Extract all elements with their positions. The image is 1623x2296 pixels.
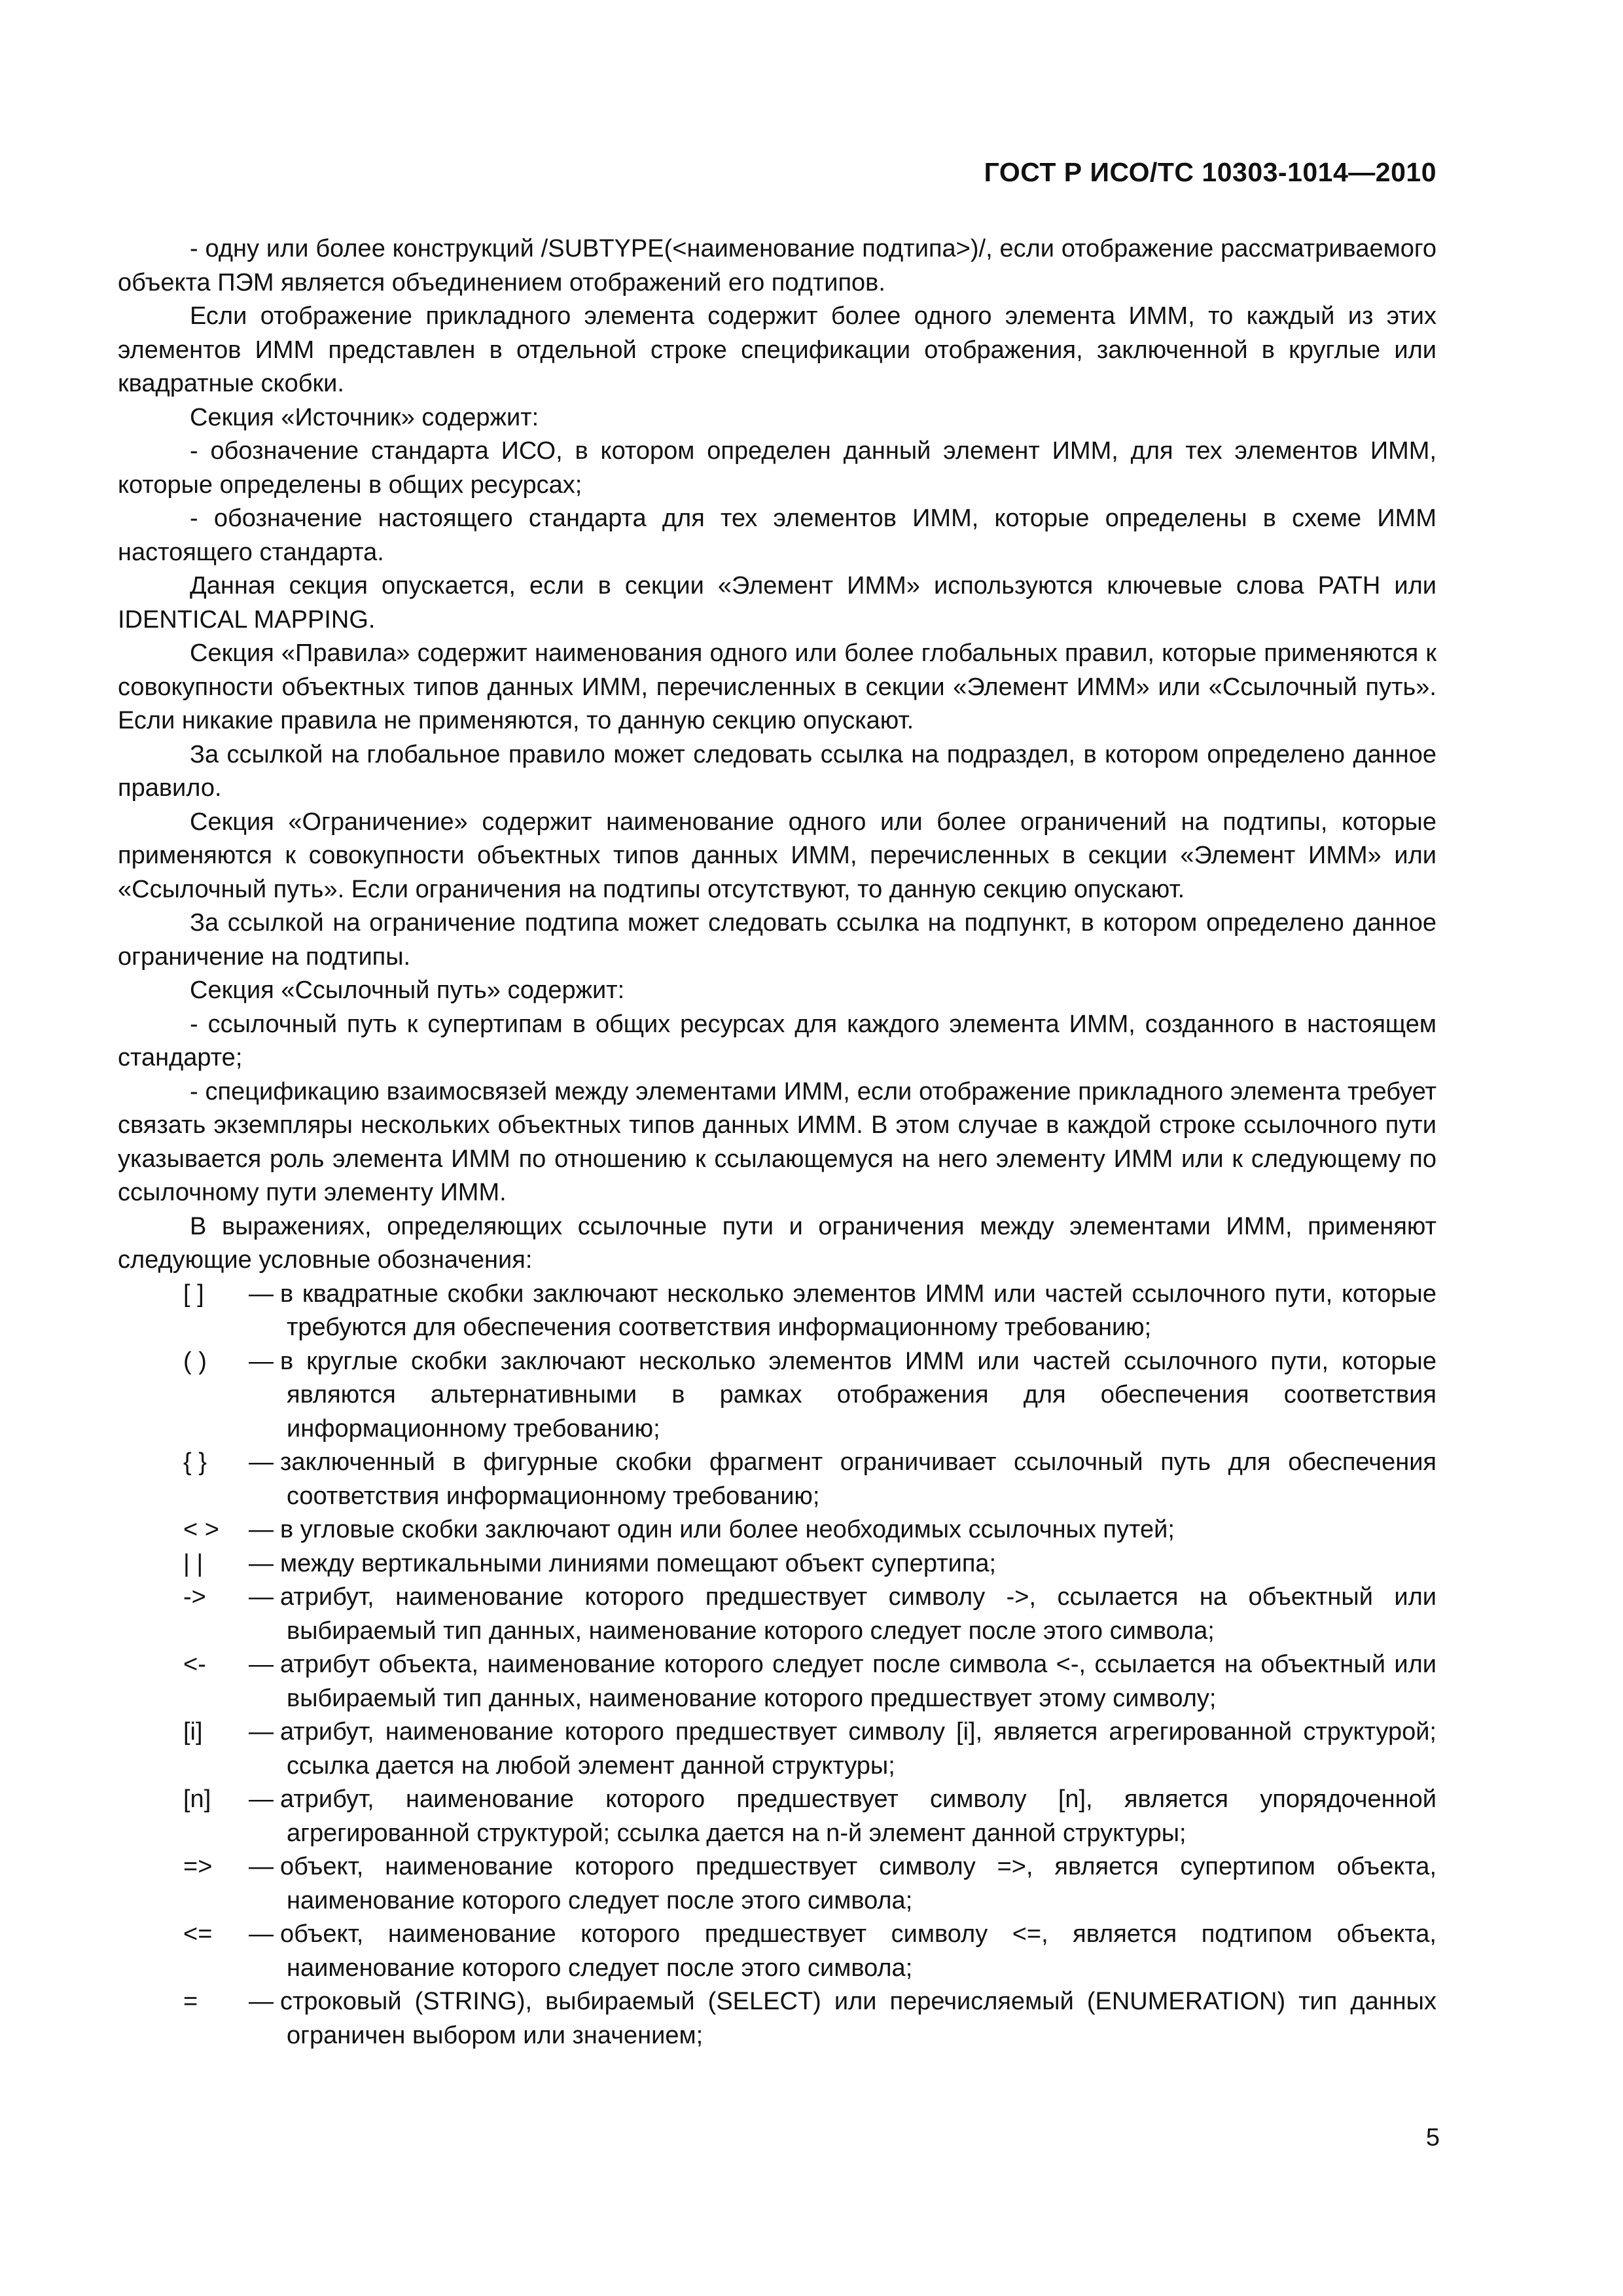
legend-description <box>249 1648 1436 1715</box>
legend-description <box>249 1985 1436 2053</box>
legend-text: атрибут, наименование которого предшествует символу [n], является упорядоченной агрегированной структурой; ссылка дается на n-й элемент данной структуры; <box>280 1785 1436 1847</box>
legend-dash: — <box>249 1549 274 1577</box>
paragraph: Секция «Ограничение» содержит наименование одного или более ограничений на подтипы, которые применяются к совокупности объектных типов данных ИММ, перечисленных в секции «Элемент ИММ» или «Ссылочный путь». Если ограничения на подтипы отсутствуют, то данную секцию опускают. <box>118 808 1436 903</box>
legend-description <box>249 1783 1436 1850</box>
legend-text: атрибут, наименование которого предшествует символу [i], является агрегированной структурой; ссылка дается на любой элемент данной структуры; <box>280 1718 1436 1780</box>
legend-item <box>118 1345 1436 1446</box>
legend-description <box>249 1547 1436 1581</box>
legend-item <box>118 1581 1436 1648</box>
legend-symbol: <= <box>183 1920 213 1948</box>
paragraph: - спецификацию взаимосвязей между элементами ИММ, если отображение прикладного элемента требует связать экземпляры нескольких объектных типов данных ИММ. В этом случае в каждой строке ссылочного пути указывается роль элемента ИММ по отношению к ссылающемуся на него элементу ИММ или к следующему по ссылочному пути элементу ИММ. <box>118 1077 1436 1206</box>
legend-dash: — <box>249 1448 274 1476</box>
legend-dash: — <box>249 1347 274 1375</box>
legend-text: строковый (STRING), выбираемый (SELECT) или перечисляемый (ENUMERATION) тип данных ограничен выбором или значением; <box>280 1988 1436 2049</box>
legend-text: объект, наименование которого предшествует символу =>, является супертипом объекта, наименование которого следует после этого символа; <box>280 1853 1436 1914</box>
legend-dash: — <box>249 1651 274 1678</box>
legend-description <box>249 1345 1436 1446</box>
paragraph: - обозначение настоящего стандарта для тех элементов ИММ, которые определены в схеме ИММ настоящего стандарта. <box>118 505 1436 566</box>
legend-description <box>249 1581 1436 1648</box>
legend-dash: — <box>249 1516 274 1543</box>
legend-item <box>118 1278 1436 1345</box>
paragraph: - обозначение стандарта ИСО, в котором определен данный элемент ИММ, для тех элементов ИММ, которые определены в общих ресурсах; <box>118 437 1436 499</box>
legend-description <box>249 1715 1436 1783</box>
legend-item <box>118 1715 1436 1783</box>
legend-item <box>118 1850 1436 1918</box>
legend-text: между вертикальными линиями помещают объект супертипа; <box>280 1549 997 1577</box>
legend-symbol: [i] <box>183 1718 203 1746</box>
legend-symbol: { } <box>183 1448 207 1476</box>
legend-item <box>118 1783 1436 1850</box>
document-header-title: ГОСТ Р ИСО/ТС 10303-1014—2010 <box>984 157 1436 187</box>
paragraph: Секция «Правила» содержит наименования одного или более глобальных правил, которые применяются к совокупности объектных типов данных ИММ, перечисленных в секции «Элемент ИММ» или «Ссылочный путь». Если никакие правила не применяются, то данную секцию опускают. <box>118 639 1436 734</box>
paragraph: За ссылкой на ограничение подтипа может следовать ссылка на подпункт, в котором определено данное ограничение на подтипы. <box>118 909 1436 971</box>
legend-symbol: < > <box>183 1516 219 1543</box>
page-number: 5 <box>1425 2124 1440 2151</box>
document-body <box>118 232 1436 2053</box>
paragraph: Секция «Источник» содержит: <box>190 403 539 431</box>
legend-item <box>118 1547 1436 1581</box>
paragraph: Данная секция опускается, если в секции «Элемент ИММ» используются ключевые слова PATH или IDENTICAL MAPPING. <box>118 572 1436 634</box>
legend-description <box>249 1513 1436 1547</box>
legend-text: заключенный в фигурные скобки фрагмент ограничивает ссылочный путь для обеспечения соответствия информационному требованию; <box>280 1448 1436 1510</box>
legend-item <box>118 1985 1436 2053</box>
legend-description <box>249 1918 1436 1985</box>
legend-item <box>118 1918 1436 1985</box>
legend-dash: — <box>249 1583 274 1611</box>
legend-description <box>249 1278 1436 1345</box>
paragraph: Если отображение прикладного элемента содержит более одного элемента ИММ, то каждый из этих элементов ИММ представлен в отдельной строке спецификации отображения, заключенной в круглые или квадратные скобки. <box>118 302 1436 397</box>
notation-legend <box>118 1278 1436 2053</box>
legend-symbol: => <box>183 1853 213 1880</box>
paragraph: - ссылочный путь к супертипам в общих ресурсах для каждого элемента ИММ, созданного в настоящем стандарте; <box>118 1010 1436 1071</box>
legend-dash: — <box>249 1988 274 2015</box>
legend-text: в квадратные скобки заключают несколько элементов ИММ или частей ссылочного пути, которые требуются для обеспечения соответствия информационному требованию; <box>280 1280 1436 1341</box>
paragraph: В выражениях, определяющих ссылочные пути и ограничения между элементами ИММ, применяют следующие условные обозначения: <box>118 1212 1436 1274</box>
legend-text: атрибут объекта, наименование которого следует после символа <-, ссылается на объектный или выбираемый тип данных, наименование которого предшествует этому символу; <box>280 1651 1436 1712</box>
legend-text: объект, наименование которого предшествует символу <=, является подтипом объекта, наименование которого следует после этого символа; <box>280 1920 1436 1982</box>
legend-symbol: [n] <box>183 1785 211 1813</box>
legend-symbol: = <box>183 1988 198 2015</box>
legend-description <box>249 1446 1436 1513</box>
paragraph: - одну или более конструкций /SUBTYPE(<наименование подтипа>)/, если отображение рассматриваемого объекта ПЭМ является объединением отображений его подтипов. <box>118 235 1436 296</box>
legend-symbol: ( ) <box>183 1347 207 1375</box>
legend-dash: — <box>249 1718 274 1746</box>
legend-symbol: | | <box>183 1549 204 1577</box>
paragraph: За ссылкой на глобальное правило может следовать ссылка на подраздел, в котором определено данное правило. <box>118 740 1436 802</box>
legend-dash: — <box>249 1920 274 1948</box>
legend-item <box>118 1648 1436 1715</box>
legend-item <box>118 1446 1436 1513</box>
legend-dash: — <box>249 1280 274 1308</box>
legend-description <box>249 1850 1436 1918</box>
legend-text: в круглые скобки заключают несколько элементов ИММ или частей ссылочного пути, которые являются альтернативными в рамках отображения для обеспечения соответствия информационному требованию; <box>280 1347 1436 1443</box>
legend-text: атрибут, наименование которого предшествует символу ->, ссылается на объектный или выбираемый тип данных, наименование которого следует после этого символа; <box>280 1583 1436 1645</box>
legend-dash: — <box>249 1853 274 1880</box>
legend-symbol: -> <box>183 1583 206 1611</box>
paragraph: Секция «Ссылочный путь» содержит: <box>190 977 625 1004</box>
legend-item <box>118 1513 1436 1547</box>
legend-dash: — <box>249 1785 274 1813</box>
legend-symbol: [ ] <box>183 1280 204 1308</box>
legend-text: в угловые скобки заключают один или более необходимых ссылочных путей; <box>280 1516 1175 1543</box>
legend-symbol: <- <box>183 1651 206 1678</box>
